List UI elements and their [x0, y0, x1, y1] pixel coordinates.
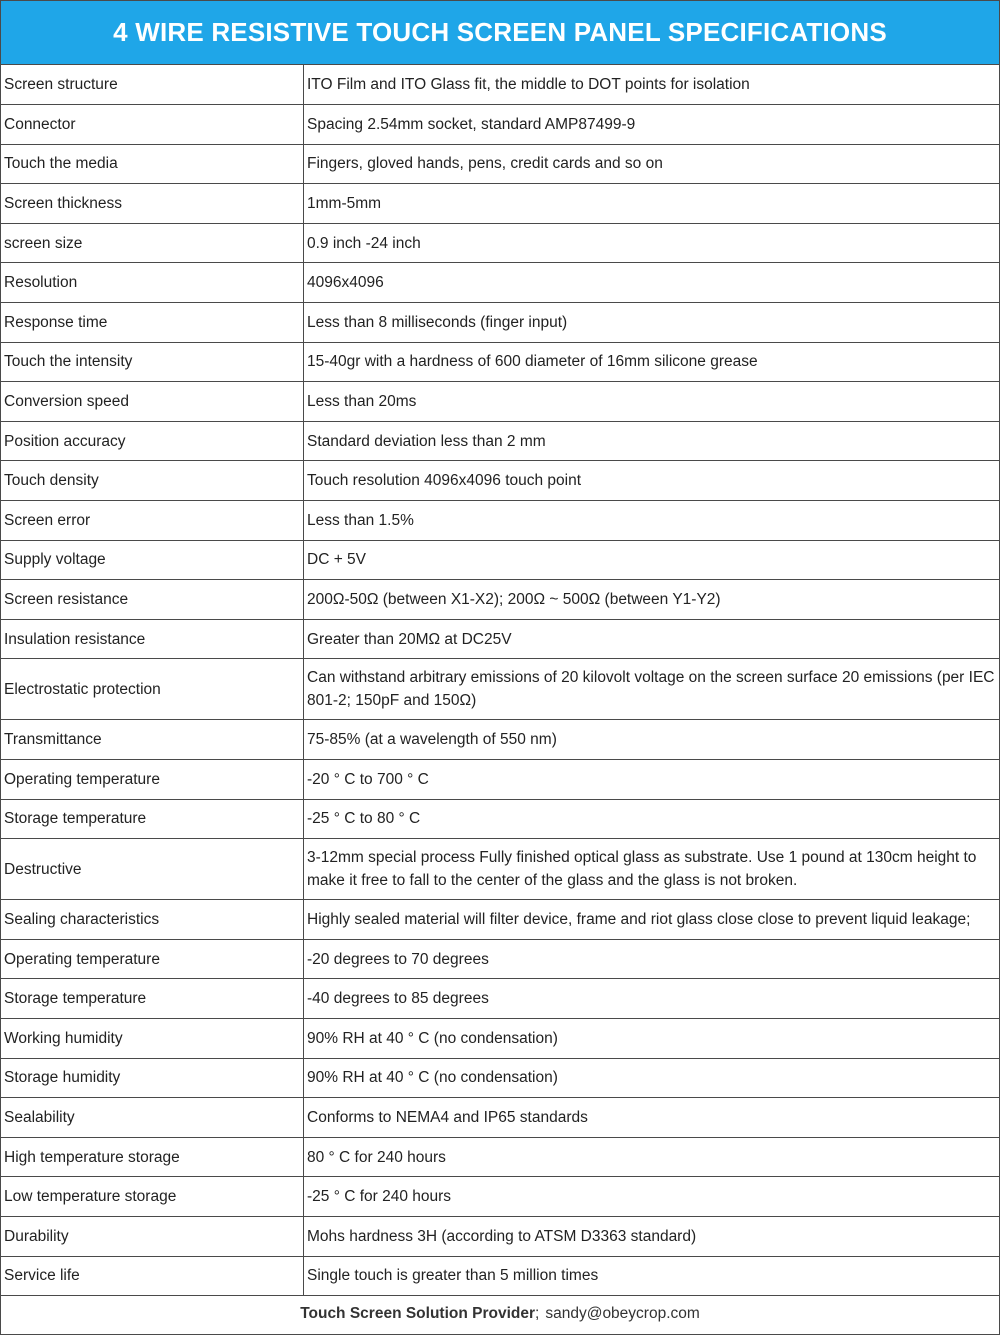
spec-label: Resolution	[1, 263, 304, 303]
footer	[1, 1294, 999, 1334]
spec-value: 1mm-5mm	[304, 184, 1000, 224]
spec-label: Electrostatic protection	[1, 659, 304, 720]
spec-value: Conforms to NEMA4 and IP65 standards	[304, 1098, 1000, 1138]
spec-label: Screen error	[1, 501, 304, 541]
spec-label: Transmittance	[1, 720, 304, 760]
spec-value: Standard deviation less than 2 mm	[304, 421, 1000, 461]
spec-label: Operating temperature	[1, 760, 304, 800]
spec-label: Storage temperature	[1, 979, 304, 1019]
table-row	[1, 1137, 999, 1177]
spec-label: Supply voltage	[1, 540, 304, 580]
spec-label: Service life	[1, 1256, 304, 1296]
table-row	[1, 461, 999, 501]
footer-separator: ;	[535, 1305, 540, 1322]
spec-value: -25 ° C for 240 hours	[304, 1177, 1000, 1217]
spec-label: Conversion speed	[1, 382, 304, 422]
spec-value: Greater than 20MΩ at DC25V	[304, 619, 1000, 659]
spec-value: 200Ω-50Ω (between X1-X2); 200Ω ~ 500Ω (between Y1-Y2)	[304, 580, 1000, 620]
table-row	[1, 382, 999, 422]
spec-value: 90% RH at 40 ° C (no condensation)	[304, 1058, 1000, 1098]
spec-label: Touch the media	[1, 144, 304, 184]
table-row	[1, 799, 999, 839]
table-row	[1, 540, 999, 580]
spec-label: High temperature storage	[1, 1137, 304, 1177]
table-row	[1, 303, 999, 343]
spec-value: Less than 8 milliseconds (finger input)	[304, 303, 1000, 343]
spec-value: Spacing 2.54mm socket, standard AMP87499-9	[304, 105, 1000, 145]
spec-value: Less than 20ms	[304, 382, 1000, 422]
spec-value: -25 ° C to 80 ° C	[304, 799, 1000, 839]
table-row	[1, 1018, 999, 1058]
table-row	[1, 1058, 999, 1098]
spec-value: Can withstand arbitrary emissions of 20 kilovolt voltage on the screen surface 20 emissions (per IEC 801-2; 150pF and 150Ω)	[304, 659, 1000, 720]
spec-label: Screen structure	[1, 65, 304, 105]
spec-label: Insulation resistance	[1, 619, 304, 659]
spec-label: Storage humidity	[1, 1058, 304, 1098]
spec-value: 4096x4096	[304, 263, 1000, 303]
spec-value: 0.9 inch -24 inch	[304, 223, 1000, 263]
table-row	[1, 1216, 999, 1256]
table-row	[1, 65, 999, 105]
table-row	[1, 105, 999, 145]
spec-label: Response time	[1, 303, 304, 343]
contact-email[interactable]: sandy@obeycrop.com	[545, 1305, 700, 1322]
spec-label: Destructive	[1, 839, 304, 900]
spec-value: 15-40gr with a hardness of 600 diameter of 16mm silicone grease	[304, 342, 1000, 382]
table-row	[1, 760, 999, 800]
spec-label: Connector	[1, 105, 304, 145]
spec-label: Operating temperature	[1, 939, 304, 979]
table-row	[1, 720, 999, 760]
spec-value: 90% RH at 40 ° C (no condensation)	[304, 1018, 1000, 1058]
table-row	[1, 421, 999, 461]
spec-value: Fingers, gloved hands, pens, credit cards and so on	[304, 144, 1000, 184]
table-row	[1, 342, 999, 382]
spec-value: Touch resolution 4096x4096 touch point	[304, 461, 1000, 501]
table-row	[1, 501, 999, 541]
spec-label: Working humidity	[1, 1018, 304, 1058]
provider-text: Touch Screen Solution Provider	[300, 1305, 536, 1322]
table-row	[1, 263, 999, 303]
table-row	[1, 580, 999, 620]
spec-label: Sealing characteristics	[1, 900, 304, 940]
spec-value: -20 degrees to 70 degrees	[304, 939, 1000, 979]
table-row	[1, 979, 999, 1019]
spec-value: 3-12mm special process Fully finished optical glass as substrate. Use 1 pound at 130cm height to make it free to fall to the center of the glass and the glass is not broken.	[304, 839, 1000, 900]
table-row	[1, 1098, 999, 1138]
spec-value: 80 ° C for 240 hours	[304, 1137, 1000, 1177]
spec-value: 75-85% (at a wavelength of 550 nm)	[304, 720, 1000, 760]
table-row	[1, 839, 999, 900]
page-title: 4 WIRE RESISTIVE TOUCH SCREEN PANEL SPECIFICATIONS	[1, 1, 999, 65]
spec-label: Low temperature storage	[1, 1177, 304, 1217]
table-row	[1, 1256, 999, 1296]
spec-label: Screen thickness	[1, 184, 304, 224]
spec-label: Screen resistance	[1, 580, 304, 620]
spec-value: Mohs hardness 3H (according to ATSM D3363 standard)	[304, 1216, 1000, 1256]
table-row	[1, 1177, 999, 1217]
spec-value: -40 degrees to 85 degrees	[304, 979, 1000, 1019]
spec-value: ITO Film and ITO Glass fit, the middle to DOT points for isolation	[304, 65, 1000, 105]
spec-label: Touch density	[1, 461, 304, 501]
spec-value: DC + 5V	[304, 540, 1000, 580]
spec-label: Touch the intensity	[1, 342, 304, 382]
table-row	[1, 659, 999, 720]
spec-table	[1, 65, 999, 1296]
spec-label: Storage temperature	[1, 799, 304, 839]
spec-label: Sealability	[1, 1098, 304, 1138]
table-row	[1, 184, 999, 224]
table-row	[1, 144, 999, 184]
table-row	[1, 223, 999, 263]
spec-label: Durability	[1, 1216, 304, 1256]
table-row	[1, 939, 999, 979]
spec-label: Position accuracy	[1, 421, 304, 461]
table-row	[1, 900, 999, 940]
spec-value: Less than 1.5%	[304, 501, 1000, 541]
spec-value: Single touch is greater than 5 million times	[304, 1256, 1000, 1296]
spec-label: screen size	[1, 223, 304, 263]
spec-value: Highly sealed material will filter device, frame and riot glass close close to prevent liquid leakage;	[304, 900, 1000, 940]
table-row	[1, 619, 999, 659]
spec-value: -20 ° C to 700 ° C	[304, 760, 1000, 800]
